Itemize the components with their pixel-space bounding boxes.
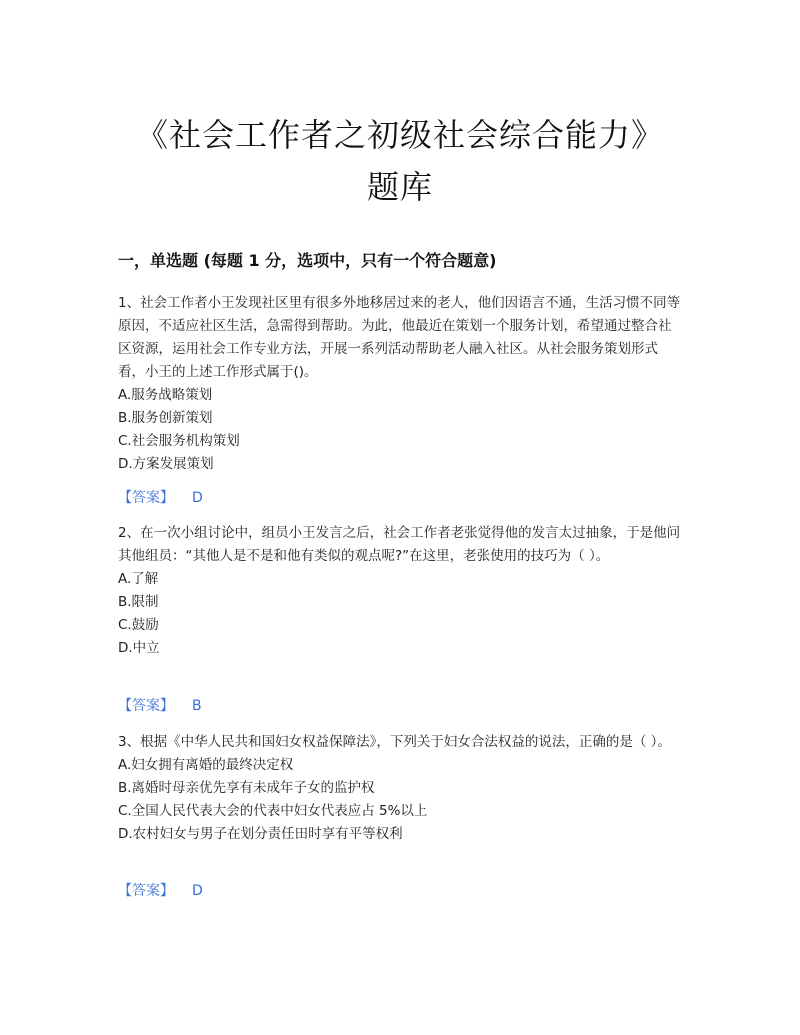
answer-1 xyxy=(118,487,203,507)
question-stem: 1、社会工作者小王发现社区里有很多外地移居过来的老人，他们因语言不通，生活习惯不同等原因，不适应社区生活，急需得到帮助。为此，他最近在策划一个服务计划，希望通过整合社区资源，运用社会工作专业方法，开展一系列活动帮助老人融入社区。从社会服务策划形式看，小王的上述工作形式属于()。 xyxy=(118,295,681,380)
answer-value: D xyxy=(192,883,203,899)
question-stem: 2、在一次小组讨论中，组员小王发言之后，社会工作者老张觉得他的发言太过抽象，于是他问其他组员：“其他人是不是和他有类似的观点呢?”在这里，老张使用的技巧为（ ）。 xyxy=(118,525,681,564)
option-d: D.方案发展策划 xyxy=(118,456,214,472)
question-stem: 3、根据《中华人民共和国妇女权益保障法》，下列关于妇女合法权益的说法，正确的是（ ）。 xyxy=(118,734,671,750)
answer-value: B xyxy=(192,698,202,714)
option-a: A.妇女拥有离婚的最终决定权 xyxy=(118,757,294,773)
question-3 xyxy=(118,731,683,846)
document-subtitle: 题库 xyxy=(366,168,433,206)
answer-label: 【答案】 xyxy=(118,883,174,899)
document-title: 《社会工作者之初级社会综合能力》 xyxy=(135,116,664,154)
answer-3 xyxy=(118,880,203,900)
question-2 xyxy=(118,522,683,660)
answer-label: 【答案】 xyxy=(118,490,174,506)
option-c: C.社会服务机构策划 xyxy=(118,433,240,449)
option-a: A.服务战略策划 xyxy=(118,387,213,403)
option-c: C.鼓励 xyxy=(118,617,159,633)
answer-value: D xyxy=(192,490,203,506)
option-b: B.离婚时母亲优先享有未成年子女的监护权 xyxy=(118,780,375,796)
answer-label: 【答案】 xyxy=(118,698,174,714)
option-b: B.服务创新策划 xyxy=(118,410,213,426)
option-b: B.限制 xyxy=(118,594,159,610)
option-d: D.农村妇女与男子在划分责任田时享有平等权利 xyxy=(118,826,403,842)
section-heading: 一，单选题 (每题 1 分，选项中，只有一个符合题意) xyxy=(118,251,497,270)
answer-2 xyxy=(118,695,202,715)
question-1 xyxy=(118,292,683,476)
option-d: D.中立 xyxy=(118,640,160,656)
option-c: C.全国人民代表大会的代表中妇女代表应占 5%以上 xyxy=(118,803,428,819)
option-a: A.了解 xyxy=(118,571,159,587)
